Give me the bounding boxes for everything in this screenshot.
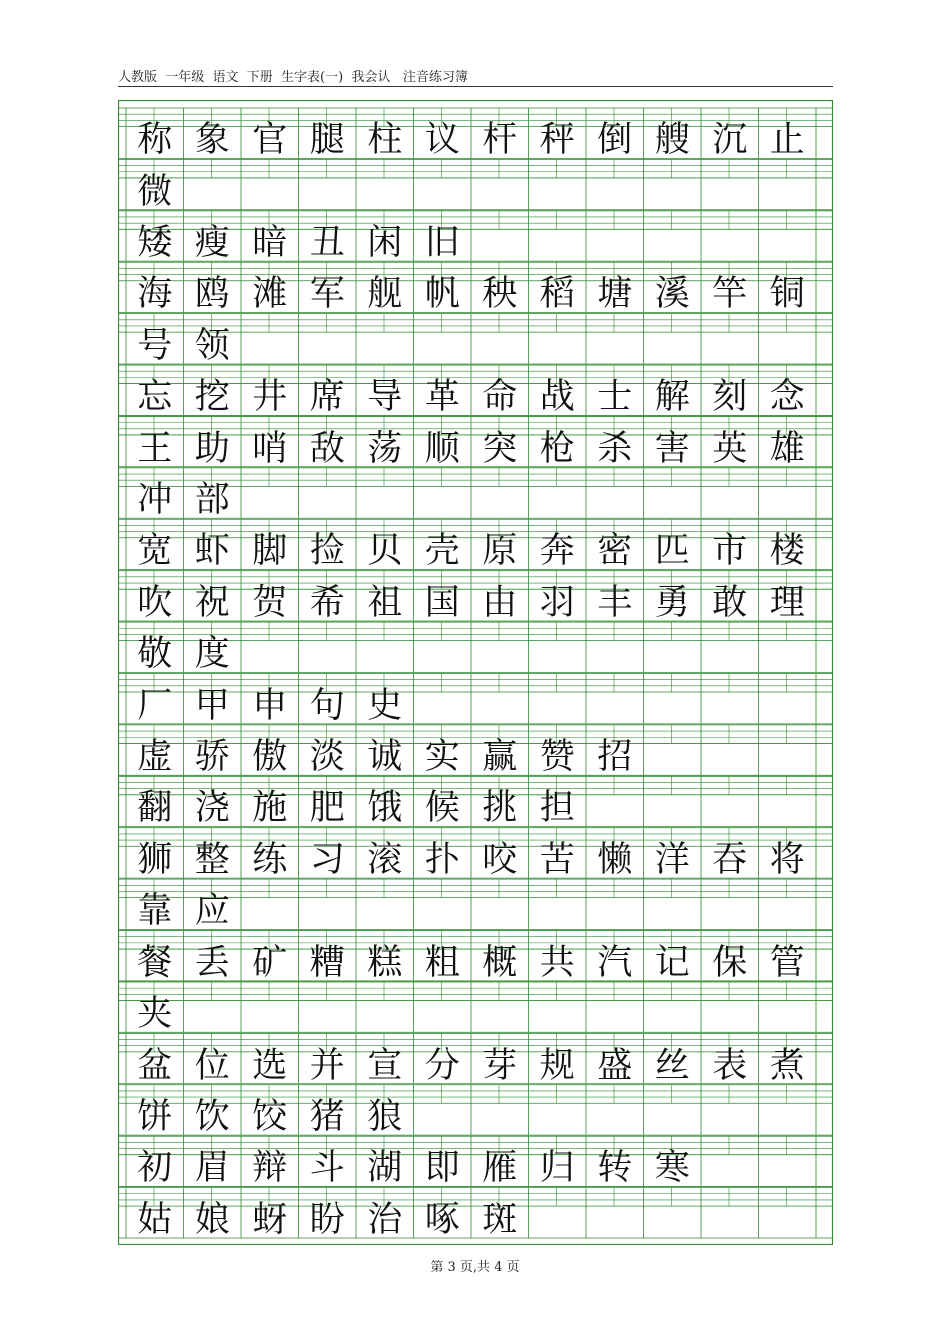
- hanzi-character: 芽: [482, 1045, 518, 1086]
- hanzi-character: 傲: [252, 737, 288, 778]
- hanzi-character: 贺: [252, 582, 288, 623]
- hanzi-character: 士: [597, 377, 633, 418]
- hanzi-character: 杀: [597, 428, 633, 469]
- hanzi-character: 议: [424, 120, 460, 161]
- writing-grid: [118, 100, 833, 1245]
- hanzi-character: 转: [597, 1148, 633, 1189]
- hanzi-character: 担: [539, 788, 575, 829]
- hanzi-character: 习: [309, 839, 345, 880]
- header-rule: [118, 86, 833, 87]
- hanzi-character: 敢: [712, 582, 748, 623]
- hanzi-character: 滚: [367, 839, 403, 880]
- hanzi-character: 啄: [424, 1199, 460, 1240]
- hanzi-character: 夹: [137, 994, 173, 1035]
- hanzi-character: 号: [137, 325, 173, 366]
- character-row: [118, 1142, 833, 1194]
- hanzi-character: 治: [367, 1199, 403, 1240]
- character-row: [118, 525, 833, 577]
- hanzi-character: 命: [482, 377, 518, 418]
- hanzi-character: 塘: [597, 274, 633, 315]
- hanzi-character: 度: [194, 634, 230, 675]
- hanzi-character: 虾: [194, 531, 230, 572]
- hanzi-character: 懒: [597, 839, 633, 880]
- hanzi-character: 甲: [194, 685, 230, 726]
- hanzi-character: 暗: [252, 222, 288, 263]
- hanzi-character: 保: [712, 942, 748, 983]
- character-row: [118, 1091, 833, 1143]
- hanzi-character: 领: [194, 325, 230, 366]
- hanzi-character: 煮: [769, 1045, 805, 1086]
- character-row: [118, 885, 833, 937]
- hanzi-character: 帆: [424, 274, 460, 315]
- hanzi-character: 艘: [654, 120, 690, 161]
- character-row: [118, 423, 833, 475]
- hanzi-character: 导: [367, 377, 403, 418]
- hanzi-character: 市: [712, 531, 748, 572]
- hanzi-character: 宽: [137, 531, 173, 572]
- hanzi-character: 杆: [482, 120, 518, 161]
- hanzi-character: 扑: [424, 839, 460, 880]
- character-rows: [118, 100, 833, 1245]
- character-row: [118, 268, 833, 320]
- hanzi-character: 厂: [137, 685, 173, 726]
- hanzi-character: 官: [252, 120, 288, 161]
- hanzi-character: 苦: [539, 839, 575, 880]
- hanzi-character: 盆: [137, 1045, 173, 1086]
- character-row: [118, 680, 833, 732]
- hanzi-character: 旧: [424, 222, 460, 263]
- hanzi-character: 宣: [367, 1045, 403, 1086]
- hanzi-character: 靠: [137, 891, 173, 932]
- hanzi-character: 糟: [309, 942, 345, 983]
- hanzi-character: 饿: [367, 788, 403, 829]
- hanzi-character: 申: [252, 685, 288, 726]
- hanzi-character: 英: [712, 428, 748, 469]
- hanzi-character: 井: [252, 377, 288, 418]
- hanzi-character: 溪: [654, 274, 690, 315]
- hanzi-character: 赢: [482, 737, 518, 778]
- character-row: [118, 1194, 833, 1246]
- hanzi-character: 海: [137, 274, 173, 315]
- hanzi-character: 寒: [654, 1148, 690, 1189]
- hanzi-character: 矿: [252, 942, 288, 983]
- character-row: [118, 474, 833, 526]
- hanzi-character: 理: [769, 582, 805, 623]
- hanzi-character: 并: [309, 1045, 345, 1086]
- hanzi-character: 原: [482, 531, 518, 572]
- hanzi-character: 部: [194, 480, 230, 521]
- character-row: [118, 114, 833, 166]
- hanzi-character: 狼: [367, 1096, 403, 1137]
- hanzi-character: 奔: [539, 531, 575, 572]
- hanzi-character: 念: [769, 377, 805, 418]
- hanzi-character: 餐: [137, 942, 173, 983]
- hanzi-character: 概: [482, 942, 518, 983]
- hanzi-character: 贝: [367, 531, 403, 572]
- hanzi-character: 候: [424, 788, 460, 829]
- hanzi-character: 实: [424, 737, 460, 778]
- character-row: [118, 988, 833, 1040]
- character-row: [118, 731, 833, 783]
- hanzi-character: 辩: [252, 1148, 288, 1189]
- hanzi-character: 席: [309, 377, 345, 418]
- hanzi-character: 史: [367, 685, 403, 726]
- hanzi-character: 哨: [252, 428, 288, 469]
- hanzi-character: 称: [137, 120, 173, 161]
- hanzi-character: 军: [309, 274, 345, 315]
- hanzi-character: 饮: [194, 1096, 230, 1137]
- hanzi-character: 竿: [712, 274, 748, 315]
- hanzi-character: 密: [597, 531, 633, 572]
- hanzi-character: 助: [194, 428, 230, 469]
- hanzi-character: 肥: [309, 788, 345, 829]
- hanzi-character: 铜: [769, 274, 805, 315]
- hanzi-character: 敬: [137, 634, 173, 675]
- character-row: [118, 371, 833, 423]
- hanzi-character: 斗: [309, 1148, 345, 1189]
- hanzi-character: 挑: [482, 788, 518, 829]
- hanzi-character: 饼: [137, 1096, 173, 1137]
- hanzi-character: 荡: [367, 428, 403, 469]
- hanzi-character: 柱: [367, 120, 403, 161]
- hanzi-character: 初: [137, 1148, 173, 1189]
- hanzi-character: 汽: [597, 942, 633, 983]
- hanzi-character: 枪: [539, 428, 575, 469]
- hanzi-character: 练: [252, 839, 288, 880]
- hanzi-character: 闲: [367, 222, 403, 263]
- hanzi-character: 刻: [712, 377, 748, 418]
- character-row: [118, 1040, 833, 1092]
- hanzi-character: 壳: [424, 531, 460, 572]
- hanzi-character: 咬: [482, 839, 518, 880]
- hanzi-character: 腿: [309, 120, 345, 161]
- hanzi-character: 招: [597, 737, 633, 778]
- hanzi-character: 瘦: [194, 222, 230, 263]
- hanzi-character: 止: [769, 120, 805, 161]
- hanzi-character: 鸥: [194, 274, 230, 315]
- hanzi-character: 国: [424, 582, 460, 623]
- hanzi-character: 雄: [769, 428, 805, 469]
- hanzi-character: 淡: [309, 737, 345, 778]
- hanzi-character: 施: [252, 788, 288, 829]
- hanzi-character: 归: [539, 1148, 575, 1189]
- hanzi-character: 微: [137, 171, 173, 212]
- hanzi-character: 舰: [367, 274, 403, 315]
- hanzi-character: 挖: [194, 377, 230, 418]
- hanzi-character: 斑: [482, 1199, 518, 1240]
- hanzi-character: 匹: [654, 531, 690, 572]
- hanzi-character: 共: [539, 942, 575, 983]
- hanzi-character: 洋: [654, 839, 690, 880]
- hanzi-character: 即: [424, 1148, 460, 1189]
- hanzi-character: 粗: [424, 942, 460, 983]
- character-row: [118, 628, 833, 680]
- hanzi-character: 秤: [539, 120, 575, 161]
- hanzi-character: 勇: [654, 582, 690, 623]
- hanzi-character: 冲: [137, 480, 173, 521]
- character-row: [118, 217, 833, 269]
- hanzi-character: 稻: [539, 274, 575, 315]
- hanzi-character: 祖: [367, 582, 403, 623]
- hanzi-character: 翻: [137, 788, 173, 829]
- hanzi-character: 管: [769, 942, 805, 983]
- hanzi-character: 应: [194, 891, 230, 932]
- hanzi-character: 秧: [482, 274, 518, 315]
- hanzi-character: 湖: [367, 1148, 403, 1189]
- hanzi-character: 吹: [137, 582, 173, 623]
- hanzi-character: 楼: [769, 531, 805, 572]
- hanzi-character: 诚: [367, 737, 403, 778]
- character-row: [118, 320, 833, 372]
- hanzi-character: 敌: [309, 428, 345, 469]
- hanzi-character: 娘: [194, 1199, 230, 1240]
- hanzi-character: 战: [539, 377, 575, 418]
- character-row: [118, 577, 833, 629]
- hanzi-character: 规: [539, 1045, 575, 1086]
- hanzi-character: 滩: [252, 274, 288, 315]
- hanzi-character: 表: [712, 1045, 748, 1086]
- hanzi-character: 丝: [654, 1045, 690, 1086]
- hanzi-character: 脚: [252, 531, 288, 572]
- hanzi-character: 王: [137, 428, 173, 469]
- hanzi-character: 浇: [194, 788, 230, 829]
- hanzi-character: 位: [194, 1045, 230, 1086]
- hanzi-character: 祝: [194, 582, 230, 623]
- hanzi-character: 盛: [597, 1045, 633, 1086]
- hanzi-character: 糕: [367, 942, 403, 983]
- hanzi-character: 赞: [539, 737, 575, 778]
- hanzi-character: 矮: [137, 222, 173, 263]
- hanzi-character: 捡: [309, 531, 345, 572]
- hanzi-character: 句: [309, 685, 345, 726]
- hanzi-character: 羽: [539, 582, 575, 623]
- character-row: [118, 782, 833, 834]
- hanzi-character: 将: [769, 839, 805, 880]
- hanzi-character: 吞: [712, 839, 748, 880]
- page-footer: 第 3 页,共 4 页: [430, 1260, 520, 1275]
- hanzi-character: 骄: [194, 737, 230, 778]
- hanzi-character: 忘: [137, 377, 173, 418]
- hanzi-character: 丢: [194, 942, 230, 983]
- hanzi-character: 害: [654, 428, 690, 469]
- hanzi-character: 整: [194, 839, 230, 880]
- hanzi-character: 由: [482, 582, 518, 623]
- hanzi-character: 革: [424, 377, 460, 418]
- hanzi-character: 记: [654, 942, 690, 983]
- hanzi-character: 沉: [712, 120, 748, 161]
- hanzi-character: 倒: [597, 120, 633, 161]
- hanzi-character: 蚜: [252, 1199, 288, 1240]
- hanzi-character: 分: [424, 1045, 460, 1086]
- hanzi-character: 象: [194, 120, 230, 161]
- page-header: 人教版 一年级 语文 下册 生字表(一) 我会认 注音练习簿: [118, 70, 468, 85]
- hanzi-character: 解: [654, 377, 690, 418]
- hanzi-character: 猪: [309, 1096, 345, 1137]
- hanzi-character: 突: [482, 428, 518, 469]
- character-row: [118, 937, 833, 989]
- hanzi-character: 雁: [482, 1148, 518, 1189]
- character-row: [118, 166, 833, 218]
- hanzi-character: 选: [252, 1045, 288, 1086]
- hanzi-character: 盼: [309, 1199, 345, 1240]
- hanzi-character: 丑: [309, 222, 345, 263]
- hanzi-character: 顺: [424, 428, 460, 469]
- hanzi-character: 姑: [137, 1199, 173, 1240]
- hanzi-character: 眉: [194, 1148, 230, 1189]
- hanzi-character: 丰: [597, 582, 633, 623]
- character-row: [118, 834, 833, 886]
- hanzi-character: 狮: [137, 839, 173, 880]
- hanzi-character: 希: [309, 582, 345, 623]
- hanzi-character: 虚: [137, 737, 173, 778]
- hanzi-character: 饺: [252, 1096, 288, 1137]
